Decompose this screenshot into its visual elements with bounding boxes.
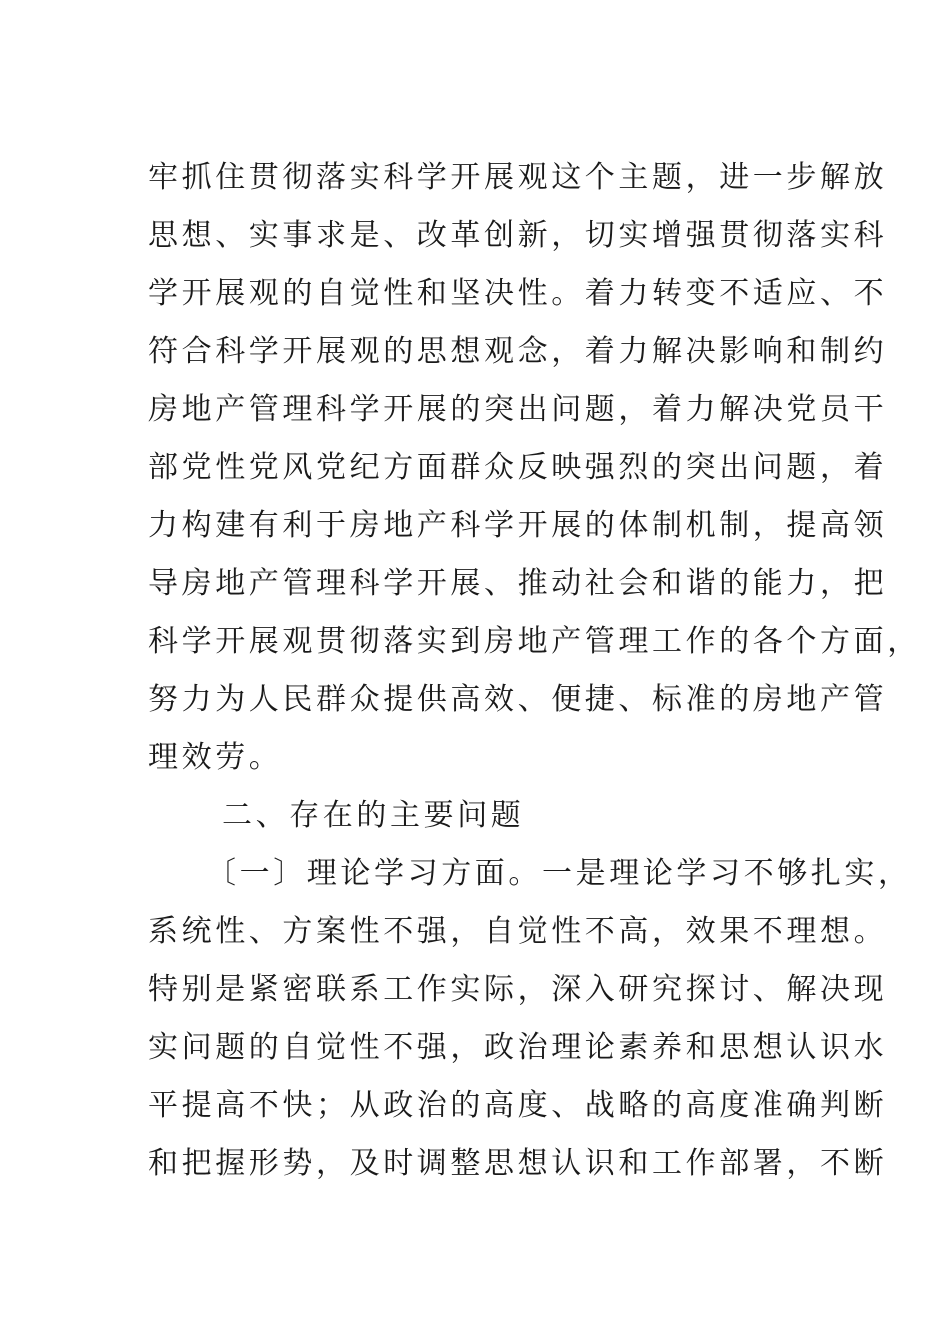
text-line-2: 思想、实事求是、改革创新，切实增强贯彻落实科 — [148, 218, 888, 253]
text-line-10: 努力为人民群众提供高效、便捷、标准的房地产管 — [148, 682, 888, 717]
text-line-5: 房地产管理科学开展的突出问题，着力解决党员干 — [148, 392, 888, 427]
text-line-7: 力构建有利于房地产科学开展的体制机制，提高领 — [148, 508, 888, 543]
text-line-16: 实问题的自觉性不强，政治理论素养和思想认识水 — [148, 1030, 888, 1065]
text-line-9: 科学开展观贯彻落实到房地产管理工作的各个方面， — [148, 624, 921, 659]
text-line-11: 理效劳。 — [148, 740, 283, 775]
text-line-1: 牢抓住贯彻落实科学开展观这个主题，进一步解放 — [148, 160, 888, 195]
text-line-6: 部党性党风党纪方面群众反映强烈的突出问题，着 — [148, 450, 888, 485]
text-line-18: 和把握形势，及时调整思想认识和工作部署，不断 — [148, 1146, 888, 1181]
text-line-4: 符合科学开展观的思想观念，着力解决影响和制约 — [148, 334, 888, 369]
text-line-3: 学开展观的自觉性和坚决性。着力转变不适应、不 — [148, 276, 888, 311]
text-line-8: 导房地产管理科学开展、推动社会和谐的能力，把 — [148, 566, 888, 601]
section-heading: 二、存在的主要问题 — [222, 798, 525, 833]
text-line-13: 〔一〕理论学习方面。一是理论学习不够扎实， — [206, 856, 912, 891]
text-line-15: 特别是紧密联系工作实际，深入研究探讨、解决现 — [148, 972, 888, 1007]
text-line-17: 平提高不快；从政治的高度、战略的高度准确判断 — [148, 1088, 888, 1123]
text-line-14: 系统性、方案性不强，自觉性不高，效果不理想。 — [148, 914, 888, 949]
